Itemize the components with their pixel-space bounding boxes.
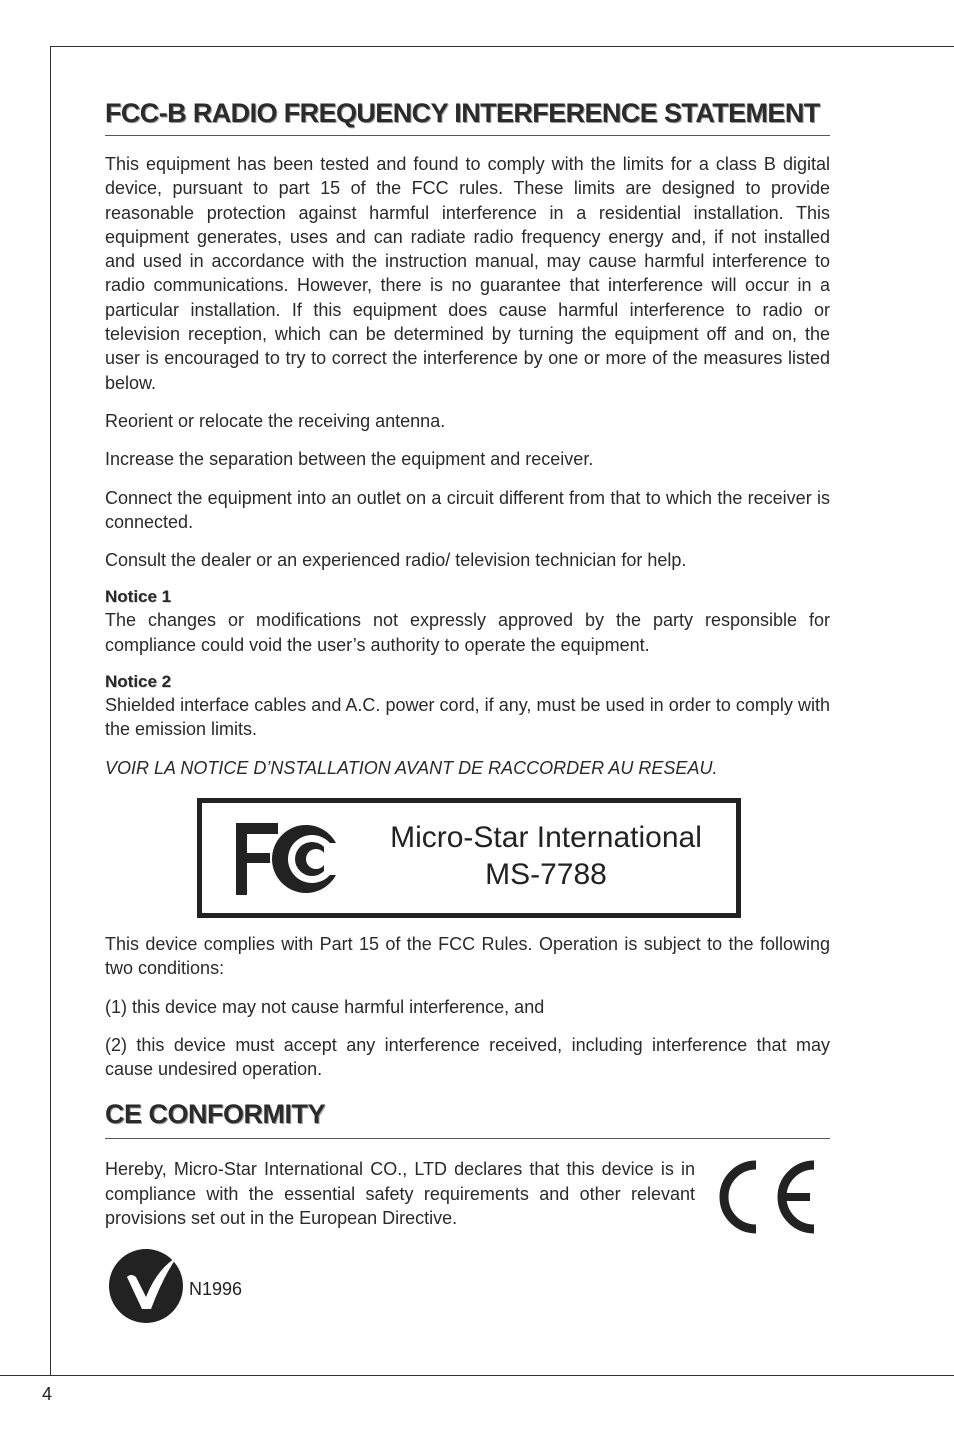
measure-item: Connect the equipment into an outlet on a circuit different from that to which the receiver is connected. [105, 487, 830, 532]
condition-1: (1) this device may not cause harmful interference, and [105, 996, 545, 1017]
page-frame-left [50, 46, 51, 1375]
notice-2-text: Shielded interface cables and A.C. power cord, if any, must be used in order to comply with the emission limits. [105, 695, 830, 740]
ce-heading: CE CONFORMITY [105, 1099, 830, 1139]
c-tick-code: N1996 [189, 1279, 243, 1300]
compliance-intro: This device complies with Part 15 of the FCC Rules. Operation is subject to the following two conditions: [105, 933, 830, 979]
page-frame-bottom [0, 1375, 954, 1376]
fcc-model-number: MS-7788 [485, 857, 607, 891]
measure-item: Consult the dealer or an experienced radio/ television technician for help. [105, 550, 687, 571]
measure-item: Increase the separation between the equipment and receiver. [105, 449, 594, 470]
ce-section [105, 1157, 830, 1237]
fcc-intro-paragraph: This equipment has been tested and found to comply with the limits for a class B digital device, pursuant to part 15 of the FCC rules. These limits are designed to provide reasonable protection against harmful interference in a residential installation. This equipment generates, uses and can radiate radio frequency energy and, if not installed and used in accordance with the instruction manual, may cause harmful interference to radio communications. However, there is no guarantee that interference will occur in a particular installation. If this equipment does cause harmful interference to radio or television reception, which can be determined by turning the equipment off and on, the user is encouraged to try to correct the interference by one or more of the measures listed below. [105, 154, 830, 393]
notice-1-text: The changes or modifications not expressly approved by the party responsible for compliance could void the user’s authority to operate the equipment. [105, 610, 830, 655]
fcc-heading: FCC-B RADIO FREQUENCY INTERFERENCE STATEMENT [105, 98, 830, 136]
measure-item: Reorient or relocate the receiving antenna. [105, 410, 446, 431]
page-content [105, 98, 830, 1327]
ce-declaration: Hereby, Micro-Star International CO., LTD declares that this device is in compliance with the essential safety requirements and other relevant provisions set out in the European Directive. [105, 1159, 695, 1229]
fcc-company-name: Micro-Star International [390, 820, 702, 854]
fcc-label-box [197, 798, 741, 918]
page-frame-top [50, 46, 954, 47]
french-notice: VOIR LA NOTICE D’NSTALLATION AVANT DE RACCORDER AU RESEAU. [105, 757, 718, 778]
notice-1-title: Notice 1 [105, 587, 172, 607]
c-tick-section [105, 1247, 830, 1327]
notice-2-title: Notice 2 [105, 672, 172, 692]
condition-2: (2) this device must accept any interference received, including interference that may cause undesired operation. [105, 1034, 830, 1080]
page-number: 4 [42, 1384, 53, 1404]
c-tick-icon [107, 1247, 185, 1325]
fcc-label-text [377, 819, 715, 893]
fcc-logo-icon [232, 821, 344, 897]
ce-mark-icon [710, 1157, 822, 1237]
